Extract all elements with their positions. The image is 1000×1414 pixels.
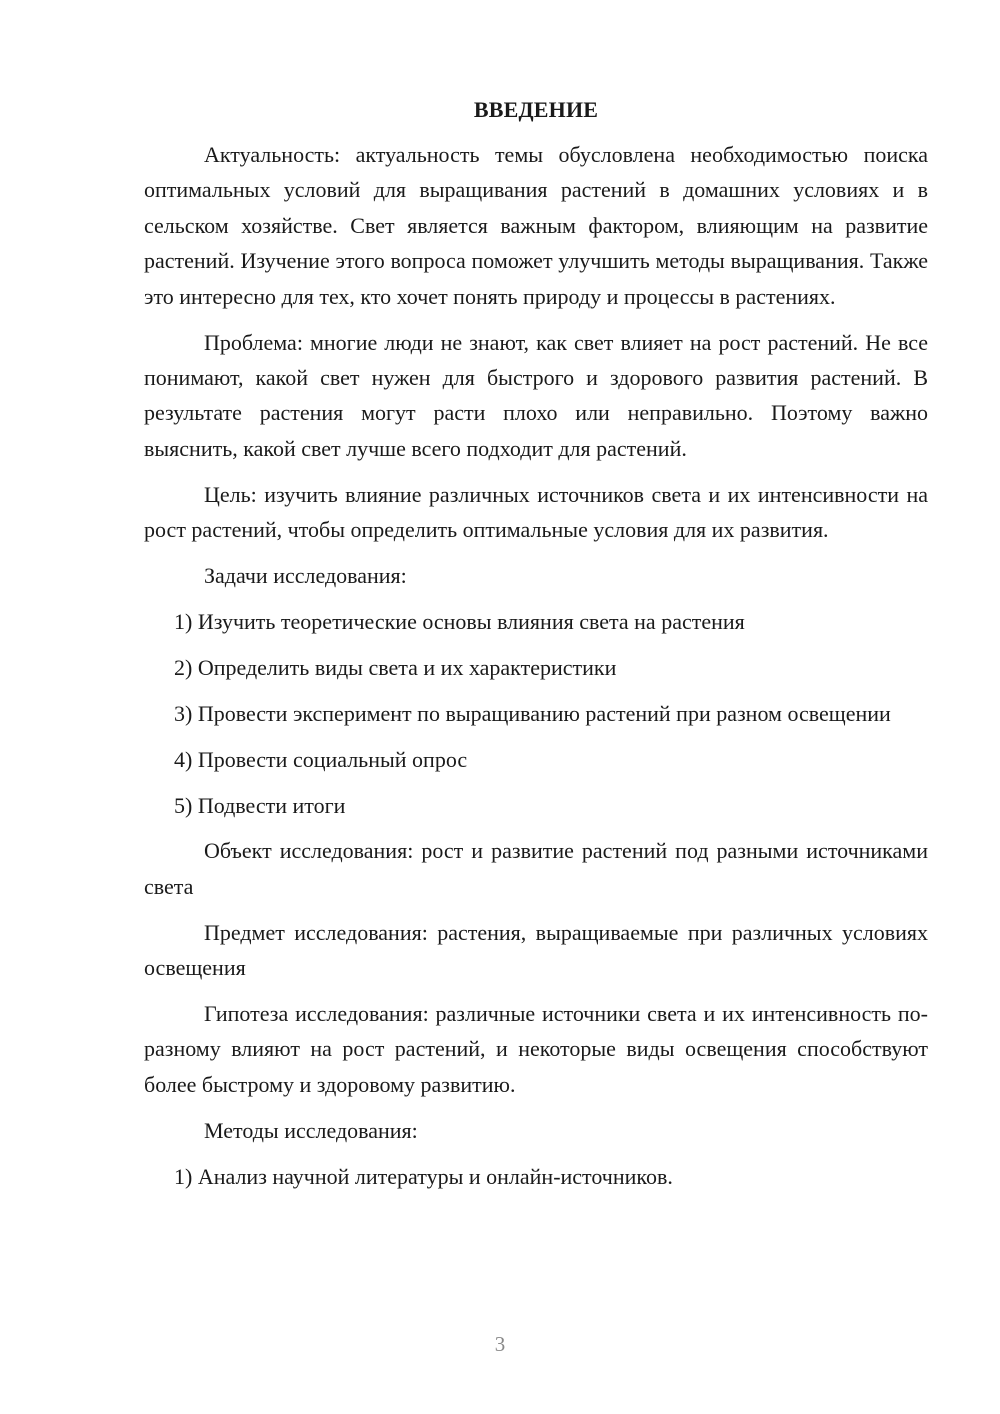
object-paragraph: Объект исследования: рост и развитие растений под разными источниками света [144,838,928,899]
task-item: 3) Провести эксперимент по выращиванию растений при разном освещении [174,700,891,726]
goal-paragraph: Цель: изучить влияние различных источников света и их интенсивности на рост растений, чтобы определить оптимальные условия для их развития. [144,481,928,543]
section-title: ВВЕДЕНИЕ [473,97,599,122]
page-number: 3 [494,1332,506,1356]
methods-heading: Методы исследования: [204,1117,418,1143]
relevance-paragraph: Актуальность: актуальность темы обусловлена необходимостью поиска оптимальных условий для выращивания растений в домашних условиях и в сельском хозяйстве. Свет является важным фактором, влияющим на развитие растений. Изучение этого вопроса поможет улучшить методы выращивания. Также это интересно для тех, кто хочет понять природу и процессы в растениях. [144,142,928,309]
page-content [144,92,928,1194]
method-item: 1) Анализ научной литературы и онлайн-источников. [174,1163,673,1189]
subject-paragraph: Предмет исследования: растения, выращиваемые при различных условиях освещения [144,919,928,981]
hypothesis-paragraph: Гипотеза исследования: различные источники света и их интенсивность по-разному влияют на рост растений, и некоторые виды освещения способствуют более быстрому и здоровому развитию. [144,1001,928,1097]
task-item: 5) Подвести итоги [174,792,346,818]
problem-paragraph: Проблема: многие люди не знают, как свет влияет на рост растений. Не все понимают, какой свет нужен для быстрого и здорового развития растений. В результате растения могут расти плохо или неправильно. Поэтому важно выяснить, какой свет лучше всего подходит для растений. [144,329,928,461]
tasks-heading: Задачи исследования: [204,562,407,588]
task-item: 4) Провести социальный опрос [174,746,468,772]
task-item: 2) Определить виды света и их характеристики [174,654,617,680]
task-item: 1) Изучить теоретические основы влияния света на растения [174,608,745,634]
